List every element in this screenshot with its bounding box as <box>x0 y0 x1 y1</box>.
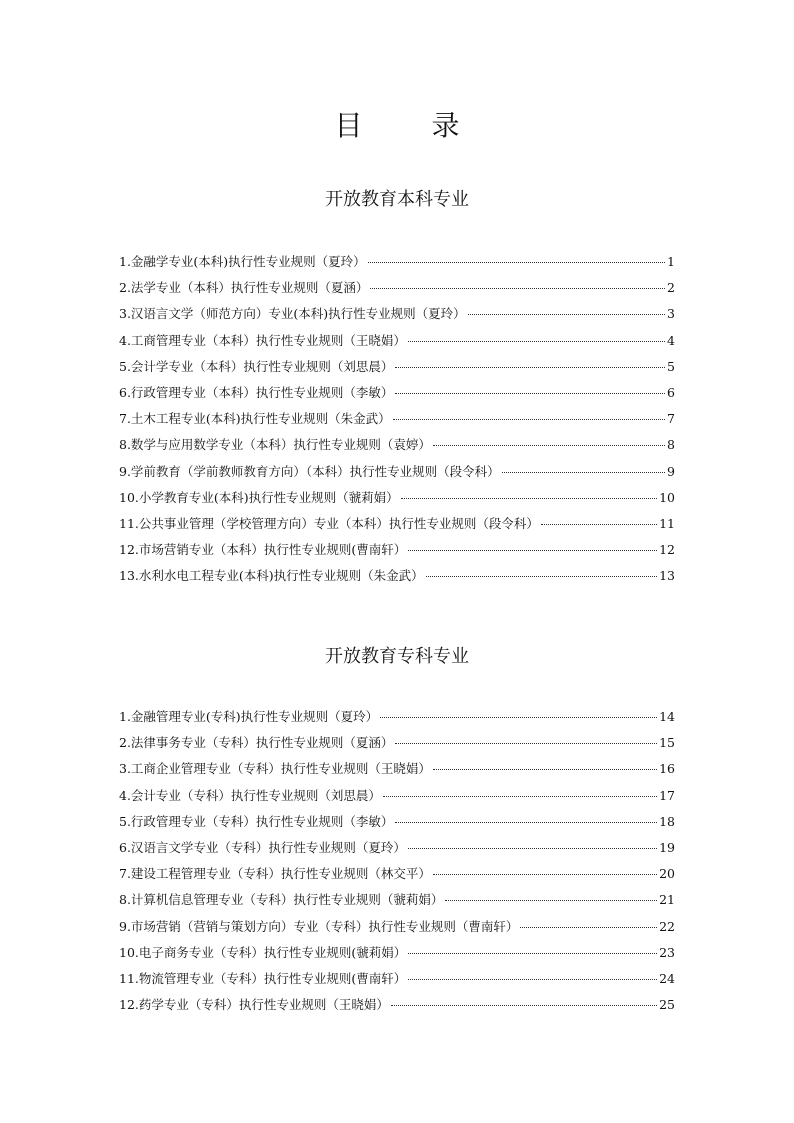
toc-entry-title: 5.会计学专业（本科）执行性专业规则（刘思晨） <box>119 358 394 374</box>
section-heading-undergraduate: 开放教育本科专业 <box>325 189 469 210</box>
toc-entry[interactable] <box>119 489 675 515</box>
toc-entry-page-number: 13 <box>659 568 675 584</box>
dot-leader <box>433 445 665 446</box>
toc-entry-page-number: 11 <box>659 515 675 531</box>
toc-list-undergraduate <box>119 253 675 593</box>
toc-entry[interactable] <box>119 436 675 462</box>
dot-leader <box>541 524 657 525</box>
toc-entry-title: 10.小学教育专业(本科)执行性专业规则（虢莉娟） <box>119 489 399 505</box>
toc-entry-page-number: 14 <box>659 709 675 724</box>
toc-entry[interactable] <box>119 996 675 1022</box>
dot-leader <box>393 419 665 420</box>
toc-entry[interactable] <box>119 918 675 944</box>
toc-entry-title: 1.金融学专业(本科)执行性专业规则（夏玲） <box>119 254 366 269</box>
toc-entry-page-number: 8 <box>667 437 675 453</box>
dot-leader <box>380 717 657 718</box>
dot-leader <box>468 314 665 315</box>
toc-entry-title: 9.市场营销（营销与策划方向）专业（专科）执行性专业规则（曹南轩） <box>119 918 519 934</box>
toc-entry-title: 5.行政管理专业（专科）执行性专业规则（李敏） <box>119 813 394 829</box>
toc-entry[interactable] <box>119 970 675 996</box>
toc-entry-title: 11.公共事业管理（学校管理方向）专业（本科）执行性专业规则（段令科） <box>119 515 539 531</box>
dot-leader <box>520 927 657 928</box>
toc-entry[interactable] <box>119 567 675 593</box>
toc-entry[interactable] <box>119 253 675 279</box>
toc-entry-title: 2.法律事务专业（专科）执行性专业规则（夏涵） <box>119 735 394 751</box>
toc-entry[interactable] <box>119 839 675 865</box>
toc-entry[interactable] <box>119 410 675 436</box>
dot-leader <box>395 822 657 823</box>
dot-leader <box>401 498 657 499</box>
dot-leader <box>408 979 657 980</box>
dot-leader <box>370 288 665 289</box>
toc-entry[interactable] <box>119 279 675 305</box>
toc-entry-page-number: 10 <box>659 489 675 505</box>
dot-leader <box>408 550 657 551</box>
toc-entry-title: 7.建设工程管理专业（专科）执行性专业规则（林交平） <box>119 866 431 882</box>
dot-leader <box>368 262 665 263</box>
toc-entry-title: 6.行政管理专业（本科）执行性专业规则（李敏） <box>119 384 394 400</box>
toc-entry-page-number: 6 <box>667 384 675 400</box>
toc-entry-page-number: 9 <box>667 463 675 479</box>
toc-entry-page-number: 18 <box>659 813 675 829</box>
toc-list-associate <box>119 708 675 1022</box>
toc-entry[interactable] <box>119 358 675 384</box>
toc-entry-page-number: 25 <box>659 997 675 1013</box>
toc-entry-page-number: 17 <box>659 787 675 803</box>
toc-entry-title: 11.物流管理专业（专科）执行性专业规则(曹南轩） <box>119 970 407 986</box>
toc-entry-title: 12.药学专业（专科）执行性专业规则（王晓娟） <box>119 997 389 1013</box>
toc-entry[interactable] <box>119 332 675 358</box>
toc-entry-title: 9.学前教育（学前教师教育方向）（本科）执行性专业规则（段令科） <box>119 463 500 479</box>
toc-entry-page-number: 21 <box>659 892 675 908</box>
dot-leader <box>433 769 657 770</box>
dot-leader <box>391 1005 657 1006</box>
toc-entry[interactable] <box>119 463 675 489</box>
toc-entry-title: 4.工商管理专业（本科）执行性专业规则（王晓娟） <box>119 332 406 348</box>
toc-entry-title: 4.会计专业（专科）执行性专业规则（刘思晨） <box>119 787 381 803</box>
dot-leader <box>445 900 657 901</box>
toc-entry[interactable] <box>119 541 675 567</box>
toc-entry[interactable] <box>119 891 675 917</box>
toc-entry-title: 8.数学与应用数学专业（本科）执行性专业规则（袁婷） <box>119 437 431 453</box>
toc-entry-title: 2.法学专业（本科）执行性专业规则（夏涵） <box>119 280 369 296</box>
toc-entry-page-number: 20 <box>659 866 675 882</box>
toc-entry-title: 7.土木工程专业(本科)执行性专业规则（朱金武） <box>119 411 391 427</box>
page-title: 目 录 <box>334 109 490 142</box>
dot-leader <box>395 367 665 368</box>
toc-entry-page-number: 5 <box>667 358 675 374</box>
toc-entry-title: 8.计算机信息管理专业（专科）执行性专业规则（虢莉娟） <box>119 892 444 908</box>
toc-entry-title: 3.汉语言文学（师范方向）专业(本科)执行性专业规则（夏玲） <box>119 306 466 322</box>
toc-entry-page-number: 22 <box>659 918 675 934</box>
toc-entry[interactable] <box>119 384 675 410</box>
toc-entry[interactable] <box>119 515 675 541</box>
toc-entry-page-number: 23 <box>659 944 675 960</box>
toc-entry-page-number: 12 <box>659 542 675 558</box>
toc-entry-page-number: 7 <box>667 411 675 427</box>
dot-leader <box>502 472 665 473</box>
toc-entry-page-number: 24 <box>659 970 675 986</box>
toc-entry-page-number: 4 <box>667 332 675 348</box>
dot-leader <box>426 576 657 577</box>
toc-entry-title: 3.工商企业管理专业（专科）执行性专业规则（王晓娟） <box>119 761 431 777</box>
toc-entry-page-number: 16 <box>659 761 675 777</box>
toc-entry-title: 13.水利水电工程专业(本科)执行性专业规则（朱金武） <box>119 568 424 584</box>
toc-entry[interactable] <box>119 944 675 970</box>
toc-entry-page-number: 15 <box>659 735 675 751</box>
toc-entry[interactable] <box>119 708 675 734</box>
toc-entry-title: 1.金融管理专业(专科)执行性专业规则（夏玲） <box>119 709 379 724</box>
toc-entry-title: 6.汉语言文学专业（专科）执行性专业规则（夏玲） <box>119 839 406 855</box>
dot-leader <box>395 393 665 394</box>
toc-entry-title: 12.市场营销专业（本科）执行性专业规则(曹南轩） <box>119 542 407 558</box>
toc-entry[interactable] <box>119 734 675 760</box>
toc-entry[interactable] <box>119 305 675 331</box>
toc-entry[interactable] <box>119 787 675 813</box>
dot-leader <box>408 953 657 954</box>
dot-leader <box>408 341 665 342</box>
section-heading-associate: 开放教育专科专业 <box>325 646 469 667</box>
toc-entry[interactable] <box>119 760 675 786</box>
toc-entry-page-number: 19 <box>659 839 675 855</box>
toc-entry-page-number: 1 <box>667 254 675 269</box>
dot-leader <box>395 743 657 744</box>
dot-leader <box>433 874 657 875</box>
dot-leader <box>383 796 657 797</box>
toc-entry[interactable] <box>119 813 675 839</box>
dot-leader <box>408 848 657 849</box>
toc-entry-page-number: 3 <box>667 306 675 322</box>
toc-entry-page-number: 2 <box>667 280 675 296</box>
toc-entry[interactable] <box>119 865 675 891</box>
toc-entry-title: 10.电子商务专业（专科）执行性专业规则(虢莉娟） <box>119 944 407 960</box>
